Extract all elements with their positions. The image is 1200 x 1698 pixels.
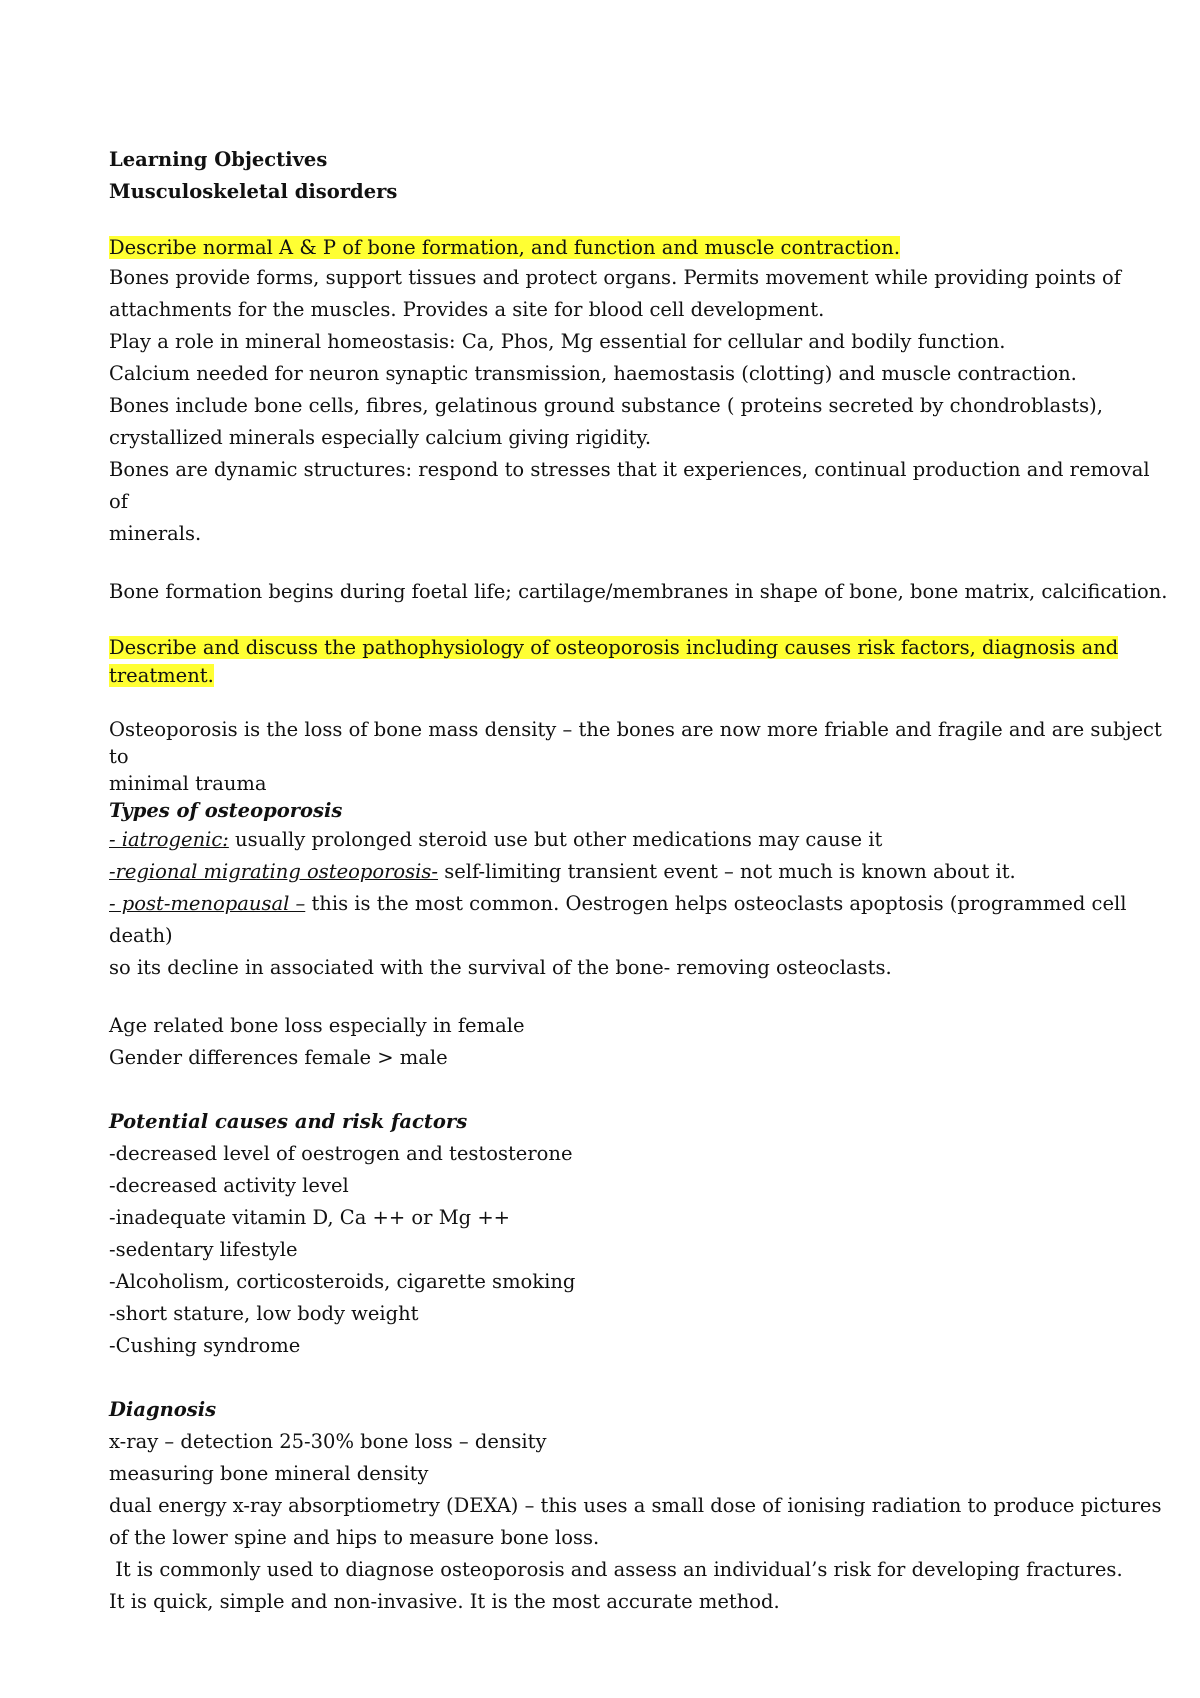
type-term: - iatrogenic: bbox=[109, 828, 229, 851]
risk-item: -inadequate vitamin D, Ca ++ or Mg ++ bbox=[109, 1206, 511, 1229]
spacer bbox=[109, 208, 1169, 234]
type-text: usually prolonged steroid use but other medications may cause it bbox=[228, 828, 883, 851]
section1-line: Calcium needed for neuron synaptic transmission, haemostasis (clotting) and muscle contraction. bbox=[109, 362, 1077, 385]
type-item bbox=[109, 824, 1169, 856]
section1-line: crystallized minerals especially calcium giving rigidity. bbox=[109, 426, 652, 449]
spacer bbox=[109, 1362, 1169, 1394]
diagnosis-heading: Diagnosis bbox=[109, 1398, 217, 1421]
types-heading: Types of osteoporosis bbox=[109, 799, 343, 822]
type-text: this is the most common. Oestrogen helps osteoclasts apoptosis (programmed cell death) bbox=[109, 892, 1127, 947]
section1-line: Play a role in mineral homeostasis: Ca, Phos, Mg essential for cellular and bodily function. bbox=[109, 330, 1006, 353]
diagnosis-line: It is commonly used to diagnose osteoporosis and assess an individual’s risk for developing fractures. bbox=[109, 1558, 1123, 1581]
section1-line: Bones include bone cells, fibres, gelatinous ground substance ( proteins secreted by chondroblasts), bbox=[109, 394, 1103, 417]
type-item bbox=[109, 856, 1169, 888]
diagnosis-line: It is quick, simple and non-invasive. It is the most accurate method. bbox=[109, 1590, 780, 1613]
type-text: self-limiting transient event – not much is known about it. bbox=[438, 860, 1016, 883]
risk-item: -Alcoholism, corticosteroids, cigarette smoking bbox=[109, 1270, 576, 1293]
risk-item: -decreased activity level bbox=[109, 1174, 349, 1197]
objective-2-highlight: Describe and discuss the pathophysiology of osteoporosis including causes risk factors, diagnosis and bbox=[109, 636, 1119, 659]
diagnosis-line: of the lower spine and hips to measure bone loss. bbox=[109, 1526, 600, 1549]
section1-line: attachments for the muscles. Provides a site for blood cell development. bbox=[109, 298, 825, 321]
document-title: Learning Objectives bbox=[109, 148, 328, 171]
section1-line: Bones provide forms, support tissues and protect organs. Permits movement while providing points of bbox=[109, 266, 1121, 289]
spacer bbox=[109, 984, 1169, 1010]
diagnosis-line: dual energy x-ray absorptiometry (DEXA) – this uses a small dose of ionising radiation to produce pictures bbox=[109, 1494, 1162, 1517]
spacer bbox=[109, 608, 1169, 634]
spacer bbox=[109, 1074, 1169, 1106]
document-subtitle: Musculoskeletal disorders bbox=[109, 180, 398, 203]
objective-1-highlight: Describe normal A & P of bone formation, and function and muscle contraction. bbox=[109, 236, 901, 259]
diagnosis-line: x-ray – detection 25-30% bone loss – density bbox=[109, 1430, 547, 1453]
osteoporosis-definition: Osteoporosis is the loss of bone mass density – the bones are now more friable and fragile and are subject to bbox=[109, 718, 1162, 768]
risk-item: -short stature, low body weight bbox=[109, 1302, 419, 1325]
type-item-continued: so its decline in associated with the survival of the bone- removing osteoclasts. bbox=[109, 956, 892, 979]
diagnosis-line: measuring bone mineral density bbox=[109, 1462, 429, 1485]
section1-line: Bones are dynamic structures: respond to stresses that it experiences, continual production and removal of bbox=[109, 458, 1150, 513]
spacer bbox=[109, 690, 1169, 716]
spacer bbox=[109, 550, 1169, 576]
osteoporosis-definition: minimal trauma bbox=[109, 772, 267, 795]
section1-line: minerals. bbox=[109, 522, 202, 545]
risk-heading: Potential causes and risk factors bbox=[109, 1110, 468, 1133]
objective-1 bbox=[109, 234, 1169, 262]
type-term: - post-menopausal – bbox=[109, 892, 306, 915]
document-page bbox=[109, 144, 1169, 1618]
risk-item: -decreased level of oestrogen and testosterone bbox=[109, 1142, 573, 1165]
risk-item: -Cushing syndrome bbox=[109, 1334, 301, 1357]
objective-2-line bbox=[109, 634, 1169, 662]
risk-item: -sedentary lifestyle bbox=[109, 1238, 298, 1261]
age-line: Age related bone loss especially in female bbox=[109, 1014, 525, 1037]
type-term: -regional migrating osteoporosis- bbox=[109, 860, 438, 883]
bone-formation-line: Bone formation begins during foetal life; cartilage/membranes in shape of bone, bone matrix, calcification. bbox=[109, 580, 1168, 603]
objective-2-highlight: treatment. bbox=[109, 664, 214, 687]
objective-2-line bbox=[109, 662, 1169, 690]
type-item bbox=[109, 888, 1169, 952]
gender-line: Gender differences female > male bbox=[109, 1046, 448, 1069]
